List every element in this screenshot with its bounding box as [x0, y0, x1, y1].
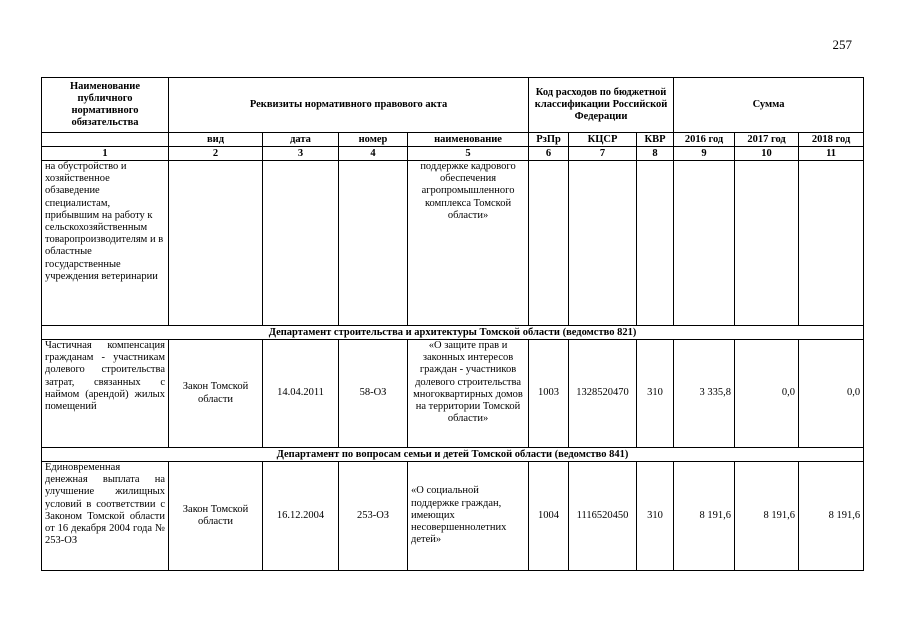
- row1-rzpr: [529, 161, 569, 326]
- subheader-type: вид: [169, 133, 263, 147]
- department-construction: Департамент строительства и архитектуры Томской области (ведомство 821): [42, 326, 864, 340]
- column-number: 2: [169, 147, 263, 161]
- column-numbers-row: [42, 147, 864, 161]
- row1-date: [263, 161, 339, 326]
- row3-date: 16.12.2004: [263, 462, 339, 571]
- header-obligation-name: Наименование публичного нормативного обязательства: [42, 78, 169, 133]
- obligations-table: [41, 77, 864, 571]
- header-act-details: Реквизиты нормативного правового акта: [169, 78, 529, 133]
- department-family: Департамент по вопросам семьи и детей Томской области (ведомство 841): [42, 448, 864, 462]
- column-number: 9: [674, 147, 735, 161]
- row2-2018: 0,0: [799, 340, 864, 448]
- subheader-date: дата: [263, 133, 339, 147]
- column-number: 10: [735, 147, 799, 161]
- column-number: 11: [799, 147, 864, 161]
- row3-2018: 8 191,6: [799, 462, 864, 571]
- row3-kcsr: 1116520450: [569, 462, 637, 571]
- row3-number: 253-ОЗ: [339, 462, 408, 571]
- row2-2017: 0,0: [735, 340, 799, 448]
- subheader-name: наименование: [408, 133, 529, 147]
- page-number: 257: [832, 37, 852, 52]
- row2-rzpr: 1003: [529, 340, 569, 448]
- column-number: 8: [637, 147, 674, 161]
- column-number: 5: [408, 147, 529, 161]
- subheader-2017: 2017 год: [735, 133, 799, 147]
- column-number: 3: [263, 147, 339, 161]
- row3-type: Закон Томской области: [169, 462, 263, 571]
- row3-2017: 8 191,6: [735, 462, 799, 571]
- row1-number: [339, 161, 408, 326]
- row3-rzpr: 1004: [529, 462, 569, 571]
- row1-kvr: [637, 161, 674, 326]
- subheader-2018: 2018 год: [799, 133, 864, 147]
- row1-obligation: на обустройство и хозяйственное обзаведение специалистам, прибывшим на работу к сельскохозяйственным товаропроизводителям и в областные государственные учреждения ветеринарии: [42, 161, 169, 326]
- department-row: [42, 326, 864, 340]
- column-number: 4: [339, 147, 408, 161]
- row2-type: Закон Томской области: [169, 340, 263, 448]
- subheader-kvr: КВР: [637, 133, 674, 147]
- table-row: [42, 340, 864, 448]
- column-number: 6: [529, 147, 569, 161]
- row1-2017: [735, 161, 799, 326]
- row2-kvr: 310: [637, 340, 674, 448]
- row3-2016: 8 191,6: [674, 462, 735, 571]
- department-row: [42, 448, 864, 462]
- row2-number: 58-ОЗ: [339, 340, 408, 448]
- table-row: [42, 462, 864, 571]
- row2-kcsr: 1328520470: [569, 340, 637, 448]
- row1-2016: [674, 161, 735, 326]
- row1-name: поддержке кадрового обеспечения агропромышленного комплекса Томской области»: [408, 161, 529, 326]
- column-number: 1: [42, 147, 169, 161]
- header-obligation-cont: [42, 133, 169, 147]
- table-row: [42, 161, 864, 326]
- subheader-row: [42, 133, 864, 147]
- subheader-number: номер: [339, 133, 408, 147]
- header-row: [42, 78, 864, 133]
- row2-date: 14.04.2011: [263, 340, 339, 448]
- subheader-2016: 2016 год: [674, 133, 735, 147]
- row2-2016: 3 335,8: [674, 340, 735, 448]
- row1-type: [169, 161, 263, 326]
- row1-2018: [799, 161, 864, 326]
- row3-kvr: 310: [637, 462, 674, 571]
- row2-obligation: Частичная компенсация гражданам - участникам долевого строительства затрат, связанных с наймом (арендой) жилых помещений: [42, 340, 169, 448]
- row3-obligation: Единовременная денежная выплата на улучшение жилищных условий в соответствии с Законом Томской области от 16 декабря 2004 года № 253-ОЗ: [42, 462, 169, 571]
- row1-kcsr: [569, 161, 637, 326]
- header-amount: Сумма: [674, 78, 864, 133]
- header-expense-code: Код расходов по бюджетной классификации Российской Федерации: [529, 78, 674, 133]
- row2-name: «О защите прав и законных интересов граждан - участников долевого строительства многоквартирных домов на территории Томской области»: [408, 340, 529, 448]
- row3-name: «О социальной поддержке граждан, имеющих несовершеннолетних детей»: [408, 462, 529, 571]
- column-number: 7: [569, 147, 637, 161]
- subheader-rzpr: РзПр: [529, 133, 569, 147]
- subheader-kcsr: КЦСР: [569, 133, 637, 147]
